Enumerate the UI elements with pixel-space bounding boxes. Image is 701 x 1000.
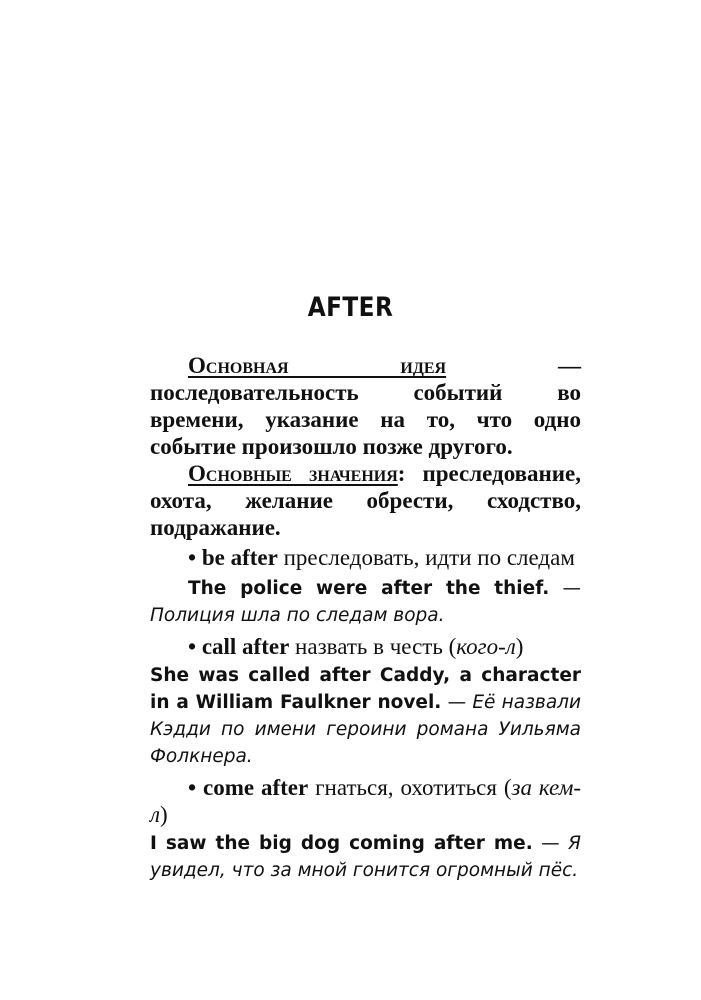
main-idea-paragraph [150, 352, 581, 460]
entry-call-after [150, 633, 581, 660]
main-meanings-text: : преследование, охота, желание обрести, сходство, подражание. [150, 461, 581, 540]
example-come-after [150, 830, 581, 884]
entry-be-after [150, 544, 581, 571]
dash: — [532, 833, 569, 854]
example-ru: Я увидел, что за мной гонится огромный пёс. [150, 833, 581, 881]
translation-end: ) [515, 634, 524, 659]
example-ru: Полиция шла по следам вора. [150, 605, 445, 626]
phrase: be after [201, 545, 278, 570]
bullet: • [188, 545, 197, 570]
translation: гнаться, охотиться ( [308, 775, 512, 800]
bullet: • [188, 634, 197, 659]
example-ru: Её назвали Кэдди по имени героини романа Уильяма Фолкнера. [150, 692, 582, 767]
translation-italic: за кем-л [150, 775, 582, 827]
dash: — [441, 692, 473, 713]
entry-body [150, 352, 581, 884]
entry-come-after [150, 774, 581, 828]
example-be-after [150, 575, 581, 629]
translation-end: ) [160, 802, 168, 827]
example-call-after [150, 662, 581, 770]
bullet: • [188, 775, 197, 800]
phrase: come after [202, 775, 309, 800]
main-idea-text: — последовательность событий во времени, указание на то, что одно событие произошло позже другого. [150, 353, 581, 459]
translation: назвать в честь ( [289, 634, 457, 659]
example-en: I saw the big dog coming after me. [150, 833, 533, 854]
example-en: The police were after the thief. [188, 578, 550, 599]
translation: преследовать, идти по следам [277, 545, 575, 570]
entry-heading: AFTER [307, 292, 394, 323]
main-idea-label: Основная идея [188, 353, 447, 378]
main-meanings-paragraph [150, 460, 581, 541]
example-en: She was called after Caddy, a character in a William Faulkner novel. [150, 665, 581, 713]
main-meanings-label: Основные значения [188, 461, 398, 486]
phrase: call after [201, 634, 290, 659]
translation-italic: кого-л [456, 634, 516, 659]
dash: — [549, 578, 581, 599]
